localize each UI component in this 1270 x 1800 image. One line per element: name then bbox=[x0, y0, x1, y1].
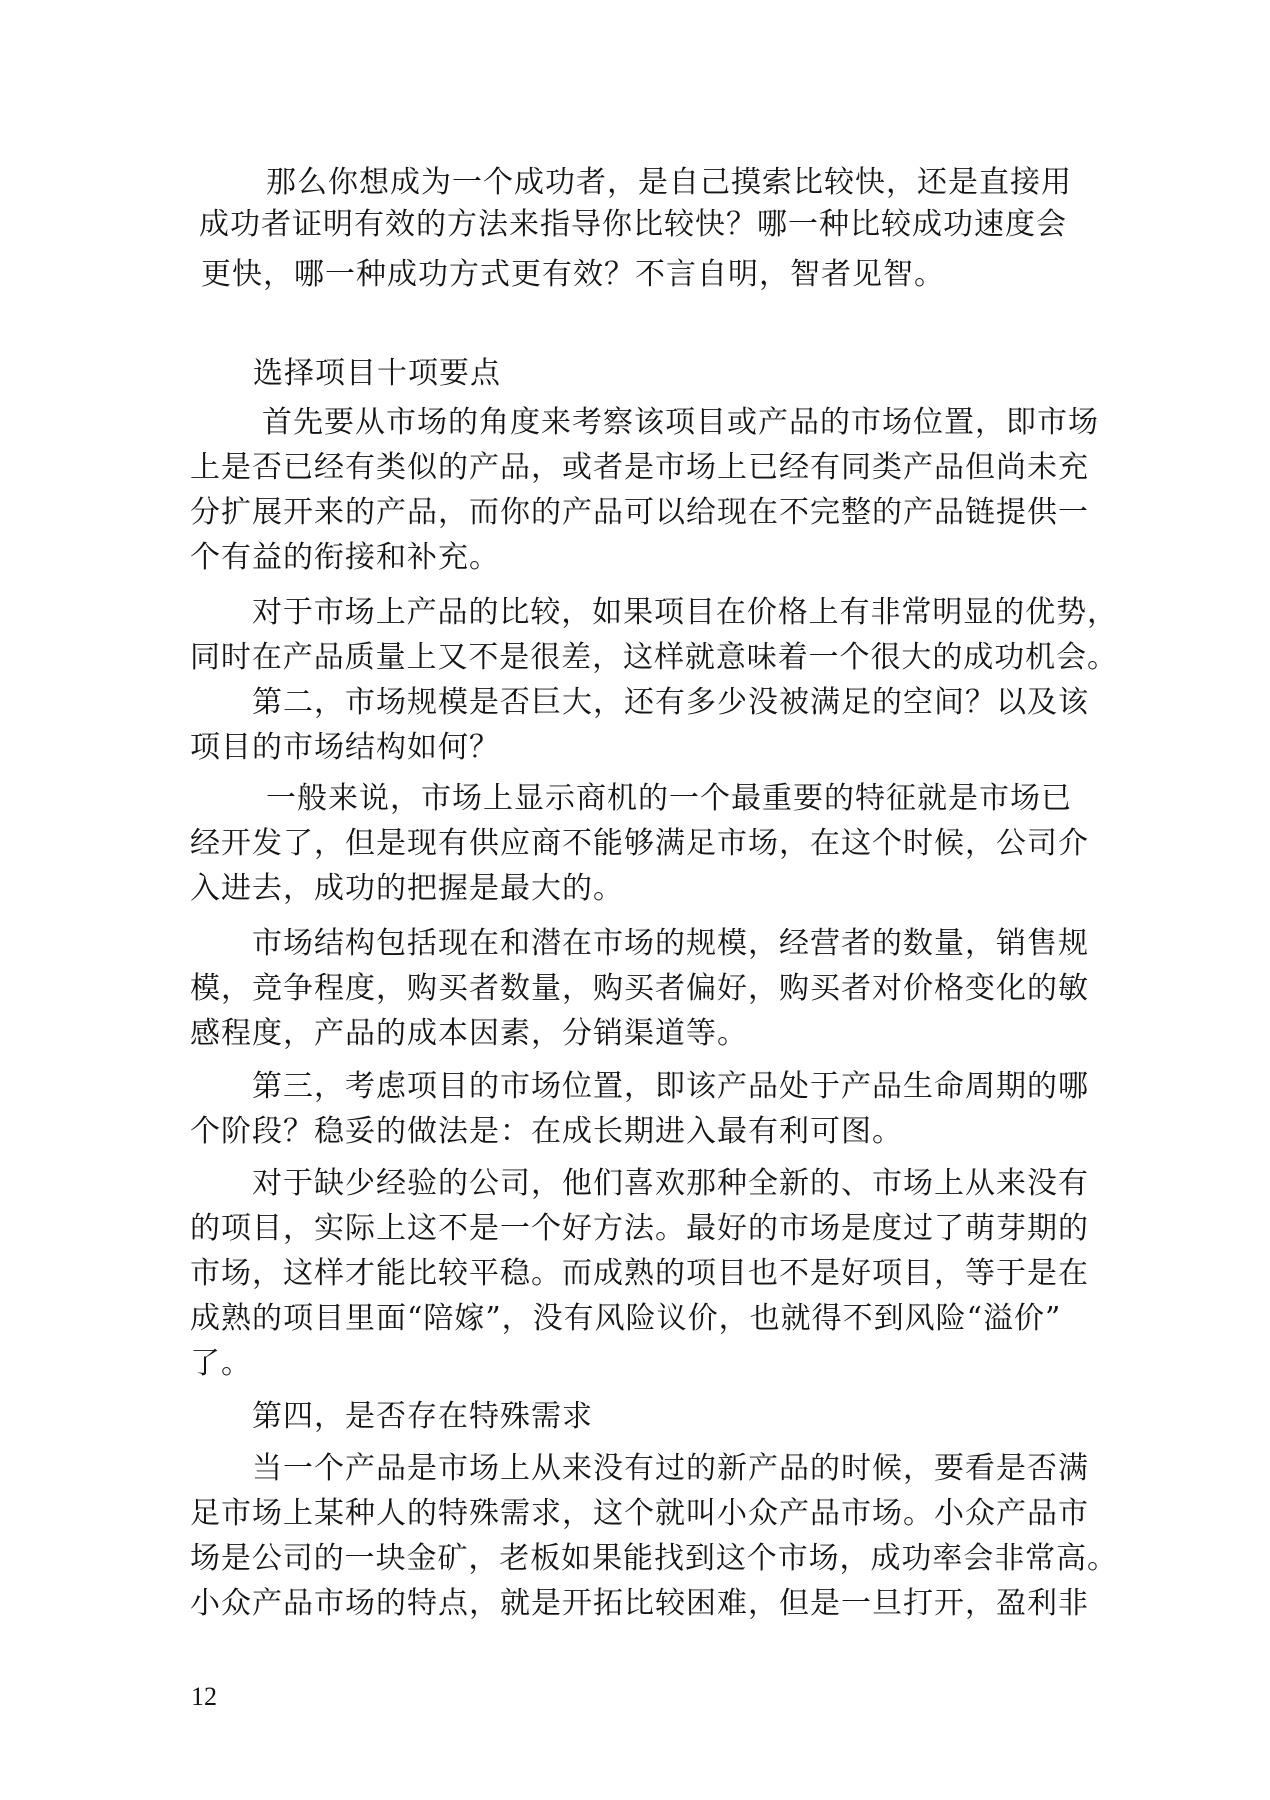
body-line: 个阶段？稳妥的做法是：在成长期进入最有利可图。 bbox=[190, 1114, 903, 1149]
body-line: 个有益的衔接和补充。 bbox=[190, 540, 500, 575]
body-line: 同时在产品质量上又不是很差，这样就意味着一个很大的成功机会。 bbox=[190, 640, 1118, 675]
body-line: 足市场上某种人的特殊需求，这个就叫小众产品市场。小众产品市 bbox=[190, 1496, 1089, 1531]
section-heading: 选择项目十项要点 bbox=[253, 356, 501, 391]
body-line: 成熟的项目里面“陪嫁”，没有风险议价，也就得不到风险“溢价” bbox=[190, 1301, 1062, 1336]
body-line: 对于市场上产品的比较，如果项目在价格上有非常明显的优势， bbox=[252, 595, 1118, 630]
body-line: 首先要从市场的角度来考察该项目或产品的市场位置，即市场 bbox=[262, 405, 1099, 440]
body-line: 了。 bbox=[190, 1346, 252, 1381]
body-line: 市场，这样才能比较平稳。而成熟的项目也不是好项目，等于是在 bbox=[190, 1256, 1089, 1291]
body-line: 市场结构包括现在和潜在市场的规模，经营者的数量，销售规 bbox=[252, 926, 1089, 961]
intro-line: 更快，哪一种成功方式更有效？不言自明，智者见智。 bbox=[201, 257, 945, 292]
body-line: 对于缺少经验的公司，他们喜欢那种全新的、市场上从来没有 bbox=[252, 1166, 1089, 1201]
body-line: 入进去，成功的把握是最大的。 bbox=[190, 871, 624, 906]
body-line: 模，竞争程度，购买者数量，购买者偏好，购买者对价格变化的敏 bbox=[190, 971, 1089, 1006]
body-line: 小众产品市场的特点，就是开拓比较困难，但是一旦打开，盈利非 bbox=[190, 1586, 1089, 1621]
intro-line: 那么你想成为一个成功者，是自己摸索比较快，还是直接用 bbox=[266, 165, 1072, 200]
intro-line: 成功者证明有效的方法来指导你比较快？哪一种比较成功速度会 bbox=[199, 207, 1067, 242]
body-line: 上是否已经有类似的产品，或者是市场上已经有同类产品但尚未充 bbox=[190, 450, 1089, 485]
body-line: 场是公司的一块金矿，老板如果能找到这个市场，成功率会非常高。 bbox=[190, 1541, 1118, 1576]
body-line: 第二，市场规模是否巨大，还有多少没被满足的空间？以及该 bbox=[252, 685, 1089, 720]
body-line: 项目的市场结构如何？ bbox=[190, 730, 500, 765]
body-line: 经开发了，但是现有供应商不能够满足市场，在这个时候，公司介 bbox=[190, 826, 1089, 861]
page-number: 12 bbox=[191, 1682, 217, 1711]
body-line: 一般来说，市场上显示商机的一个最重要的特征就是市场已 bbox=[266, 781, 1072, 816]
body-line: 第三，考虑项目的市场位置，即该产品处于产品生命周期的哪 bbox=[252, 1069, 1089, 1104]
body-line: 当一个产品是市场上从来没有过的新产品的时候，要看是否满 bbox=[252, 1451, 1089, 1486]
body-line: 感程度，产品的成本因素，分销渠道等。 bbox=[190, 1016, 748, 1051]
body-line: 分扩展开来的产品，而你的产品可以给现在不完整的产品链提供一 bbox=[190, 495, 1089, 530]
body-line: 第四，是否存在特殊需求 bbox=[252, 1399, 593, 1434]
body-line: 的项目，实际上这不是一个好方法。最好的市场是度过了萌芽期的 bbox=[190, 1211, 1089, 1246]
